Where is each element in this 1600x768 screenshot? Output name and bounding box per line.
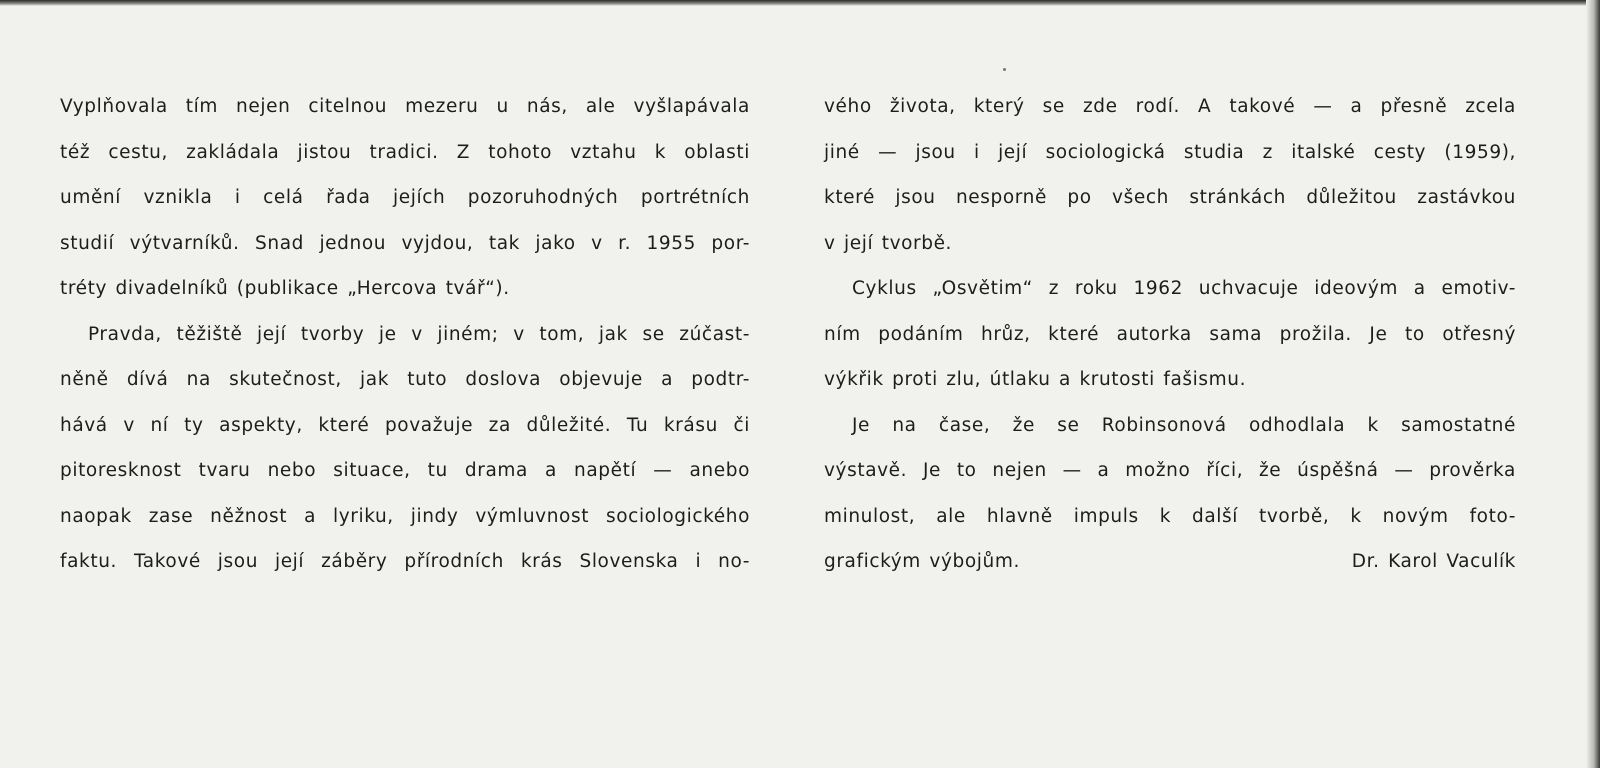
text-line: umění vznikla i celá řada jejích pozoruhodných portrétních: [60, 187, 750, 208]
text-line: hává v ní ty aspekty, které považuje za důležité. Tu krásu či: [60, 414, 750, 436]
closing-line: [824, 539, 1516, 585]
left-text-column: [60, 84, 750, 585]
page-right-edge: [1586, 0, 1600, 768]
text-line: minulost, ale hlavně impuls k další tvorbě, k novým foto-: [824, 505, 1516, 527]
text-line: též cestu, zakládala jistou tradici. Z tohoto vztahu k oblasti: [60, 141, 750, 163]
text-line: výstavě. Je to nejen — a možno říci, že úspěšná — prověrka: [824, 460, 1516, 481]
text-line: jiné — jsou i její sociologická studia z italské cesty (1959),: [824, 141, 1516, 163]
right-text-column: [824, 84, 1516, 585]
ink-speck: [1003, 68, 1006, 71]
author-signature: Dr. Karol Vaculík: [1351, 551, 1516, 572]
text-line: Je na čase, že se Robinsonová odhodlala k samostatné: [852, 414, 1516, 436]
text-line: pitoresknost tvaru nebo situace, tu drama a napětí — anebo: [60, 460, 750, 481]
page-top-edge: [0, 0, 1600, 6]
text-line: které jsou nesporně po všech stránkách důležitou zastávkou: [824, 187, 1516, 208]
text-line: faktu. Takové jsou její záběry přírodních krás Slovenska i no-: [60, 551, 750, 572]
text-line: Vyplňovala tím nejen citelnou mezeru u nás, ale vyšlapávala: [60, 96, 750, 117]
closing-text: grafickým výbojům.: [824, 551, 1020, 572]
text-line: něně dívá na skutečnost, jak tuto doslova objevuje a podtr-: [60, 369, 750, 390]
text-line: naopak zase něžnost a lyriku, jindy výmluvnost sociologického: [60, 505, 750, 527]
text-line: tréty divadelníků (publikace „Hercova tvář“).: [60, 278, 510, 299]
text-line: Pravda, těžiště její tvorby je v jiném; v tom, jak se zúčast-: [88, 323, 750, 345]
text-line: výkřik proti zlu, útlaku a krutosti fašismu.: [824, 369, 1247, 390]
text-line: v její tvorbě.: [824, 232, 953, 254]
text-line: vého života, který se zde rodí. A takové — a přesně zcela: [824, 96, 1516, 117]
text-line: ním podáním hrůz, které autorka sama prožila. Je to otřesný: [824, 323, 1516, 345]
text-line: Cyklus „Osvětim“ z roku 1962 uchvacuje ideovým a emotiv-: [852, 278, 1516, 299]
text-line: studií výtvarníků. Snad jednou vyjdou, tak jako v r. 1955 por-: [60, 232, 750, 254]
